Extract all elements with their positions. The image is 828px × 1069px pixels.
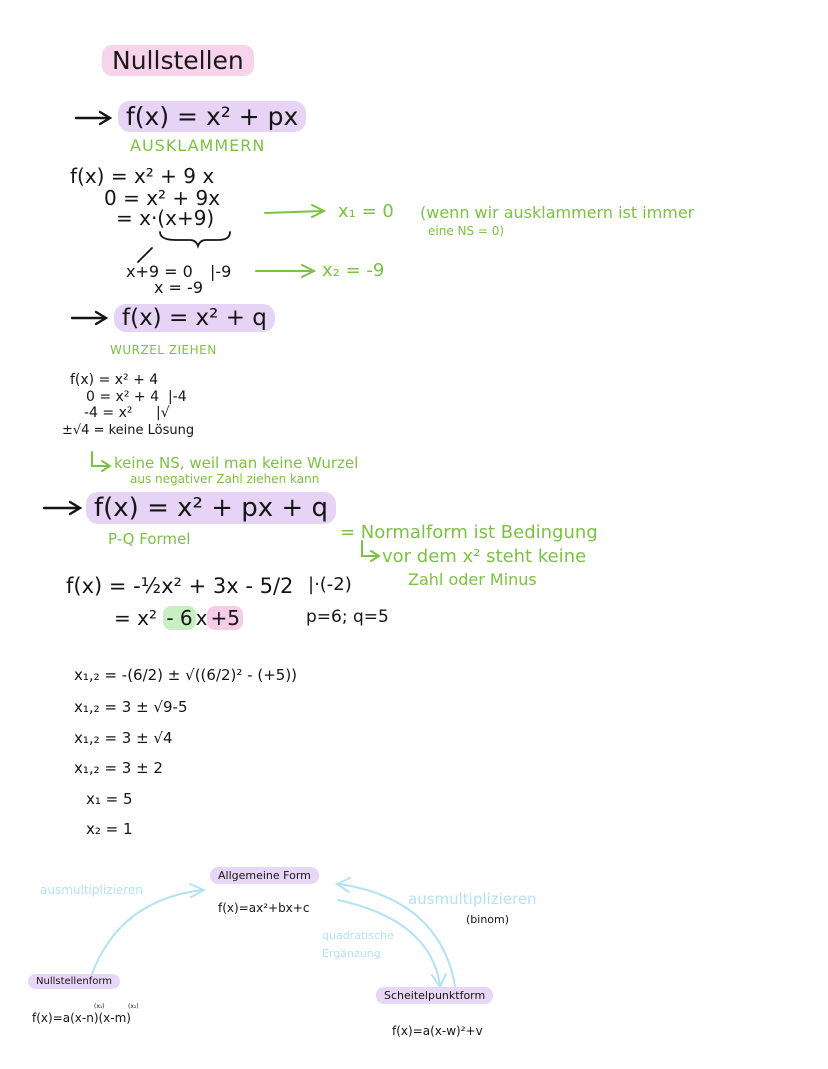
section1-method: AUSKLAMMERN [130,136,266,155]
section3-condition3: Zahl oder Minus [408,570,537,589]
node-scheitelpunktform-label: Scheitelpunktform [376,990,493,1001]
edge-label-mid-1: quadratische [322,929,394,942]
section-arrow-1 [76,112,110,124]
section2-method: WURZEL ZIEHEN [110,343,217,357]
section2-note1: keine NS, weil man keine Wurzel [114,454,359,472]
section2-heading: f(x) = x² + q [114,307,275,330]
node-allgemeine-form-formula: f(x)=ax²+bx+c [218,901,310,915]
hook-arrow-2 [362,541,379,561]
section1-line2: 0 = x² + 9x [104,186,221,210]
node-nullstellenform-formula: f(x)=a(x-n)(x-m) [32,1011,131,1025]
edge-label-left: ausmultiplizieren [40,883,143,897]
section-arrow-3 [44,502,80,514]
section3-pq-values: p=6; q=5 [306,607,389,627]
section1-line5: x = -9 [154,278,203,297]
result-arrow-x2 [256,265,314,277]
section1-line3: = x·(x+9) [116,206,215,230]
section-arrow-2 [72,312,106,324]
node-nullstellenform-label: Nullstellenform [28,977,120,987]
section2-line4: ±√4 = keine Lösung [62,423,195,438]
coefficient-p: - 6 [163,606,195,630]
section3-condition2: vor dem x² steht keine [382,546,587,567]
section1-line4: x+9 = 0 [126,262,193,281]
coefficient-q: +5 [207,606,242,630]
edge-label-mid-2: Ergänzung [322,947,381,960]
edge-label-right-sub: (binom) [466,913,510,926]
hook-arrow-1 [92,452,110,471]
section3-method: P-Q Formel [108,530,191,548]
node-scheitelpunktform-formula: f(x)=a(x-w)²+v [392,1024,483,1038]
pq-step4: x₁,₂ = 3 ± 2 [74,759,163,777]
section1-x2: x₂ = -9 [322,260,385,281]
section1-x1: x₁ = 0 [338,201,394,222]
section1-line4-op: |-9 [210,262,232,281]
section3-line2: = x² - 6 x +5 [114,608,243,628]
result-arrow-x1 [265,205,324,217]
section1-note2: eine NS = 0) [428,224,505,238]
pq-step3: x₁,₂ = 3 ± √4 [74,729,173,747]
section3-condition1: = Normalform ist Bedingung [340,522,598,543]
pq-step2: x₁,₂ = 3 ± √9-5 [74,698,188,716]
pq-result-x1: x₁ = 5 [86,790,133,808]
section2-line2: 0 = x² + 4 [86,389,159,405]
node-allgemeine-form-label: Allgemeine Form [210,870,319,881]
page-title: Nullstellen [102,48,254,73]
edge-label-right: ausmultiplizieren [408,890,537,908]
section2-line2-op: |-4 [168,389,187,405]
section1-note1: (wenn wir ausklammern ist immer [420,203,695,222]
diagram-arrows [92,878,455,987]
node-nullstellenform-sup1: (x₁) [94,1003,105,1010]
pq-result-x2: x₂ = 1 [86,820,133,838]
section2-note2: aus negativer Zahl ziehen kann [130,472,320,486]
section2-line3-op: |√ [156,405,170,421]
section2-line1: f(x) = x² + 4 [70,372,159,388]
node-nullstellenform-sup2: (x₂) [128,1003,139,1010]
section1-line1: f(x) = x² + 9 x [70,164,215,188]
section3-heading: f(x) = x² + px + q [86,495,336,521]
section3-line1-op: |·(-2) [308,574,352,595]
section2-line3: -4 = x² [84,405,133,421]
section1-heading: f(x) = x² + px [118,104,306,129]
pq-step1: x₁,₂ = -(6/2) ± √((6/2)² - (+5)) [74,666,298,684]
section3-line1: f(x) = -½x² + 3x - 5/2 [66,574,294,598]
underbrace [138,232,230,262]
